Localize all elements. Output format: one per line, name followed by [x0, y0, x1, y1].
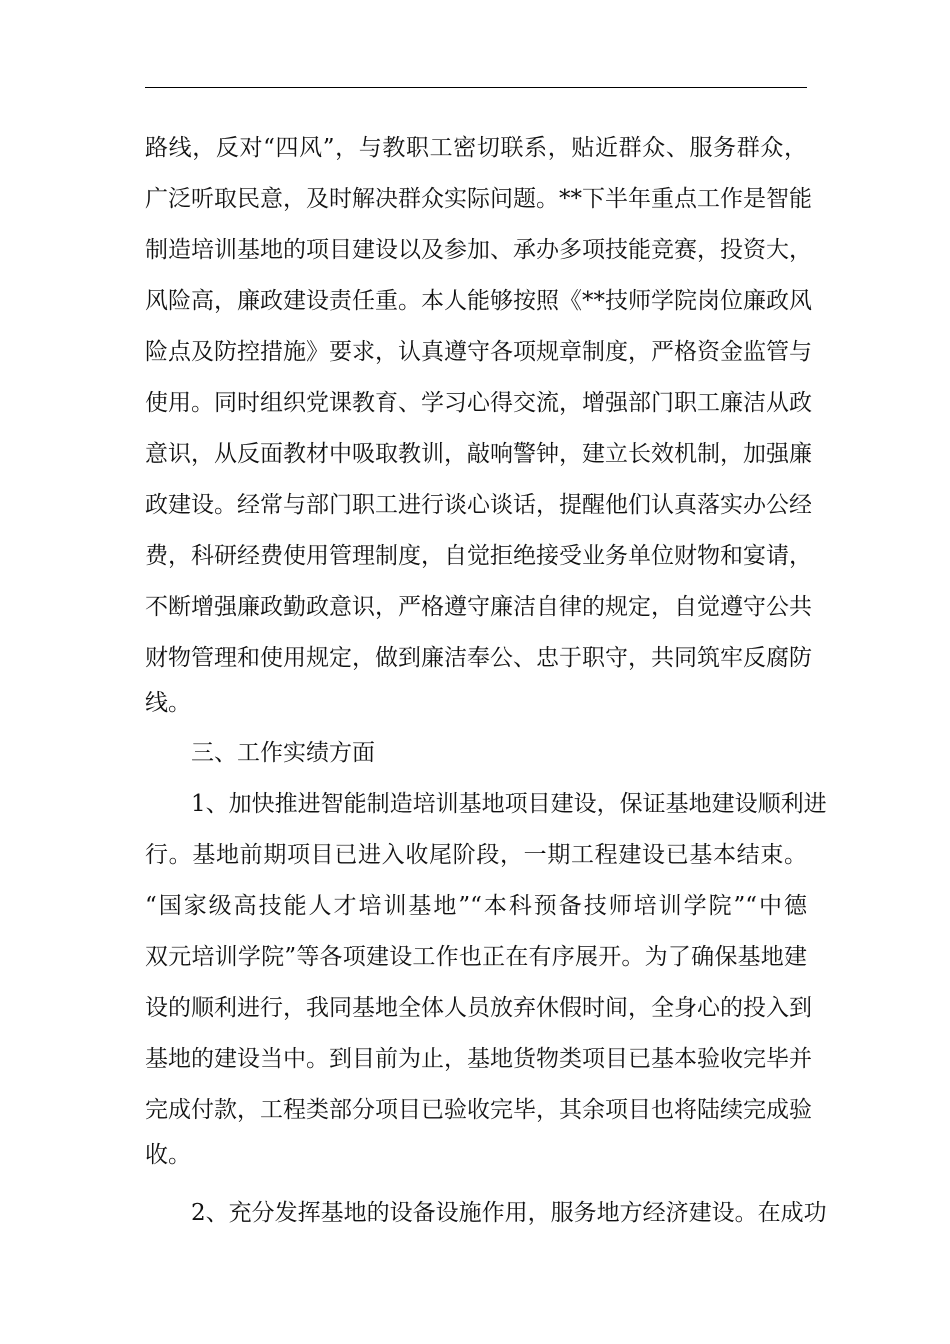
text-line: 1、加快推进智能制造培训基地项目建设，保证基地建设顺利进: [191, 791, 827, 817]
header-rule: [145, 87, 807, 88]
text-line: 设的顺利进行，我同基地全体人员放弃休假时间，全身心的投入到: [145, 995, 812, 1021]
text-line: 收。: [145, 1142, 191, 1168]
text-line: 行。基地前期项目已进入收尾阶段，一期工程建设已基本结束。: [145, 842, 807, 868]
text-line: 财物管理和使用规定，做到廉洁奉公、忠于职守，共同筑牢反腐防: [145, 645, 812, 671]
text-line: 制造培训基地的项目建设以及参加、承办多项技能竞赛，投资大，: [145, 237, 812, 263]
text-line: 路线，反对“四风”，与教职工密切联系，贴近群众、服务群众，: [145, 135, 807, 161]
text-line: 广泛听取民意，及时解决群众实际问题。**下半年重点工作是智能: [145, 186, 812, 212]
text-line: 费，科研经费使用管理制度，自觉拒绝接受业务单位财物和宴请，: [145, 543, 812, 569]
text-line: 不断增强廉政勤政意识，严格遵守廉洁自律的规定，自觉遵守公共: [145, 594, 812, 620]
section-heading: 三、工作实绩方面: [191, 740, 375, 766]
text-line: 双元培训学院”等各项建设工作也正在有序展开。为了确保基地建: [145, 944, 807, 970]
text-line: 完成付款，工程类部分项目已验收完毕，其余项目也将陆续完成验: [145, 1097, 812, 1123]
text-line: 风险高，廉政建设责任重。本人能够按照《**技师学院岗位廉政风: [145, 288, 812, 314]
text-line: 基地的建设当中。到目前为止，基地货物类项目已基本验收完毕并: [145, 1046, 812, 1072]
text-line: 线。: [145, 690, 191, 716]
text-line: 政建设。经常与部门职工进行谈心谈话，提醒他们认真落实办公经: [145, 492, 812, 518]
text-line: 意识，从反面教材中吸取教训，敲响警钟，建立长效机制，加强廉: [145, 441, 812, 467]
text-line: “国家级高技能人才培训基地”“本科预备技师培训学院”“中德: [145, 893, 807, 919]
text-line: 使用。同时组织党课教育、学习心得交流，增强部门职工廉洁从政: [145, 390, 812, 416]
text-line: 险点及防控措施》要求，认真遵守各项规章制度，严格资金监管与: [145, 339, 812, 365]
text-line: 2、充分发挥基地的设备设施作用，服务地方经济建设。在成功: [191, 1200, 827, 1226]
